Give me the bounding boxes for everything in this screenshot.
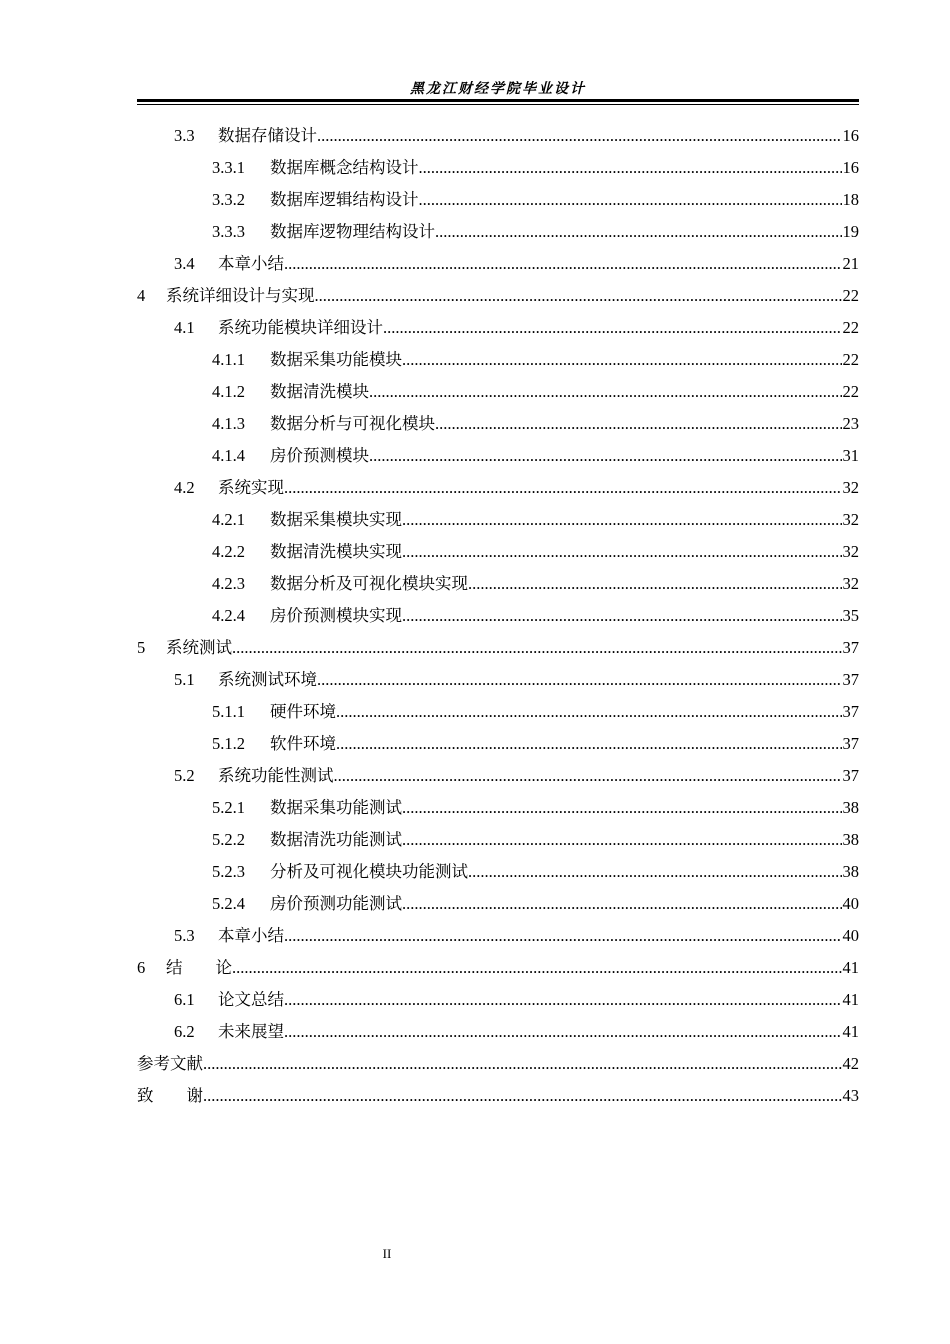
- toc-entry-title: 房价预测模块实现: [270, 606, 402, 625]
- toc-dot-leader: [468, 568, 842, 600]
- toc-entry-number: 3.3.2: [212, 190, 245, 209]
- toc-entry-number: 5.2: [174, 766, 195, 785]
- header-rule-thin: [137, 104, 859, 105]
- toc-entry-page-number: 22: [842, 382, 859, 401]
- toc-dot-leader: [419, 152, 842, 184]
- toc-entry[interactable]: [137, 1048, 859, 1080]
- toc-entry-page-number: 41: [842, 990, 859, 1009]
- table-of-contents: [137, 120, 859, 1112]
- toc-dot-leader: [402, 344, 842, 376]
- toc-dot-leader: [317, 664, 842, 696]
- toc-dot-leader: [284, 984, 842, 1016]
- toc-entry-title: 分析及可视化模块功能测试: [270, 862, 468, 881]
- toc-entry-page-number: 19: [842, 222, 859, 241]
- toc-entry-page-number: 31: [842, 446, 859, 465]
- toc-entry-page-number: 40: [842, 926, 859, 945]
- toc-entry-page-number: 37: [842, 734, 859, 753]
- toc-dot-leader: [336, 728, 842, 760]
- toc-entry[interactable]: [137, 1016, 859, 1048]
- toc-entry[interactable]: [137, 664, 859, 696]
- toc-entry-page-number: 32: [842, 510, 859, 529]
- toc-entry-title: 数据清洗模块实现: [270, 542, 402, 561]
- toc-dot-leader: [402, 536, 842, 568]
- toc-entry-title: 房价预测功能测试: [270, 894, 402, 913]
- toc-dot-leader: [383, 312, 842, 344]
- page-header-title: 黑龙江财经学院毕业设计: [410, 81, 586, 97]
- toc-dot-leader: [203, 1048, 842, 1080]
- toc-dot-leader: [402, 792, 842, 824]
- toc-entry-title: 未来展望: [218, 1022, 284, 1041]
- toc-entry-number: 4.1.4: [212, 446, 245, 465]
- toc-dot-leader: [402, 600, 842, 632]
- toc-entry-title: 数据清洗功能测试: [270, 830, 402, 849]
- toc-entry-title: 系统实现: [218, 478, 284, 497]
- toc-entry-title: 系统测试环境: [218, 670, 317, 689]
- toc-entry-page-number: 21: [842, 254, 859, 273]
- header-rule-thick: [137, 99, 859, 102]
- toc-entry-page-number: 40: [842, 894, 859, 913]
- toc-dot-leader: [232, 632, 842, 664]
- toc-entry[interactable]: [137, 632, 859, 664]
- toc-entry[interactable]: [137, 440, 859, 472]
- toc-entry[interactable]: [137, 376, 859, 408]
- toc-dot-leader: [284, 1016, 842, 1048]
- toc-entry-number: 5.1.1: [212, 702, 245, 721]
- toc-entry[interactable]: [137, 184, 859, 216]
- toc-entry-number: 4.2.1: [212, 510, 245, 529]
- toc-dot-leader: [284, 920, 842, 952]
- toc-dot-leader: [402, 888, 842, 920]
- toc-entry-page-number: 37: [842, 670, 859, 689]
- toc-entry-page-number: 37: [842, 638, 859, 657]
- toc-entry-number: 5.2.1: [212, 798, 245, 817]
- toc-entry-page-number: 22: [842, 286, 859, 305]
- toc-entry-number: 5: [137, 638, 146, 657]
- toc-entry[interactable]: [137, 760, 859, 792]
- toc-entry-number: 4.1.1: [212, 350, 245, 369]
- toc-dot-leader: [402, 504, 842, 536]
- toc-dot-leader: [203, 1080, 842, 1112]
- toc-entry-title: 数据采集功能模块: [270, 350, 402, 369]
- toc-entry-page-number: 22: [842, 318, 859, 337]
- toc-entry-title: 论文总结: [218, 990, 284, 1009]
- toc-entry-title: 数据分析与可视化模块: [270, 414, 435, 433]
- toc-entry-page-number: 16: [842, 158, 859, 177]
- toc-entry[interactable]: [137, 984, 859, 1016]
- toc-dot-leader: [369, 440, 842, 472]
- toc-entry-number: 4.2.4: [212, 606, 245, 625]
- toc-entry-page-number: 16: [842, 126, 859, 145]
- toc-entry[interactable]: [137, 568, 859, 600]
- toc-dot-leader: [369, 376, 842, 408]
- toc-entry-page-number: 32: [842, 542, 859, 561]
- toc-entry-title: 数据库逻辑结构设计: [270, 190, 419, 209]
- toc-entry-number: 6: [137, 958, 146, 977]
- toc-entry[interactable]: [137, 824, 859, 856]
- footer-page-number: II: [382, 1246, 392, 1261]
- toc-dot-leader: [284, 472, 842, 504]
- toc-entry-title: 结 论: [166, 958, 232, 977]
- toc-entry-number: 6.1: [174, 990, 195, 1009]
- toc-entry[interactable]: [137, 952, 859, 984]
- toc-entry[interactable]: [137, 504, 859, 536]
- toc-entry[interactable]: [137, 152, 859, 184]
- toc-entry[interactable]: [137, 344, 859, 376]
- toc-entry[interactable]: [137, 312, 859, 344]
- toc-entry-title: 系统详细设计与实现: [166, 286, 315, 305]
- toc-entry-number: 5.1.2: [212, 734, 245, 753]
- toc-dot-leader: [315, 280, 842, 312]
- toc-dot-leader: [419, 184, 842, 216]
- toc-entry-page-number: 35: [842, 606, 859, 625]
- toc-entry-number: 4.1.3: [212, 414, 245, 433]
- toc-entry[interactable]: [137, 280, 859, 312]
- toc-entry-number: 4: [137, 286, 146, 305]
- toc-entry-page-number: 22: [842, 350, 859, 369]
- toc-entry-page-number: 38: [842, 798, 859, 817]
- toc-entry-page-number: 37: [842, 766, 859, 785]
- toc-entry-title: 系统功能模块详细设计: [218, 318, 383, 337]
- toc-entry[interactable]: [137, 408, 859, 440]
- toc-entry[interactable]: [137, 1080, 859, 1112]
- toc-entry-title: 数据库概念结构设计: [270, 158, 419, 177]
- toc-entry-number: 5.3: [174, 926, 195, 945]
- toc-entry[interactable]: [137, 728, 859, 760]
- toc-entry-title: 参考文献: [137, 1054, 203, 1073]
- toc-entry-title: 致 谢: [137, 1086, 203, 1105]
- toc-entry-title: 数据采集模块实现: [270, 510, 402, 529]
- toc-entry[interactable]: [137, 888, 859, 920]
- toc-entry-title: 数据采集功能测试: [270, 798, 402, 817]
- toc-dot-leader: [317, 120, 842, 152]
- toc-entry-title: 数据库逻物理结构设计: [270, 222, 435, 241]
- toc-entry-title: 硬件环境: [270, 702, 336, 721]
- toc-entry-number: 4.2.3: [212, 574, 245, 593]
- toc-entry-page-number: 23: [842, 414, 859, 433]
- toc-entry-page-number: 18: [842, 190, 859, 209]
- toc-entry-page-number: 41: [842, 958, 859, 977]
- toc-dot-leader: [284, 248, 842, 280]
- toc-entry[interactable]: [137, 792, 859, 824]
- toc-entry-number: 5.2.3: [212, 862, 245, 881]
- toc-entry-title: 系统测试: [166, 638, 232, 657]
- toc-entry-page-number: 38: [842, 862, 859, 881]
- toc-dot-leader: [232, 952, 842, 984]
- toc-entry[interactable]: [137, 472, 859, 504]
- toc-entry[interactable]: [137, 536, 859, 568]
- toc-entry-number: 6.2: [174, 1022, 195, 1041]
- toc-entry-title: 系统功能性测试: [218, 766, 334, 785]
- toc-entry-page-number: 42: [842, 1054, 859, 1073]
- toc-entry-number: 4.1: [174, 318, 195, 337]
- toc-entry-title: 本章小结: [218, 254, 284, 273]
- toc-dot-leader: [435, 408, 842, 440]
- toc-entry[interactable]: [137, 920, 859, 952]
- toc-dot-leader: [334, 760, 842, 792]
- toc-entry-title: 数据存储设计: [218, 126, 317, 145]
- toc-entry-page-number: 38: [842, 830, 859, 849]
- toc-entry-page-number: 32: [842, 574, 859, 593]
- toc-dot-leader: [468, 856, 842, 888]
- toc-entry-page-number: 43: [842, 1086, 859, 1105]
- toc-entry[interactable]: [137, 696, 859, 728]
- toc-entry[interactable]: [137, 600, 859, 632]
- toc-dot-leader: [336, 696, 842, 728]
- toc-entry-number: 3.3.1: [212, 158, 245, 177]
- toc-entry-number: 5.1: [174, 670, 195, 689]
- toc-entry-title: 数据清洗模块: [270, 382, 369, 401]
- toc-entry-number: 4.1.2: [212, 382, 245, 401]
- toc-entry-page-number: 41: [842, 1022, 859, 1041]
- toc-entry-page-number: 37: [842, 702, 859, 721]
- toc-entry-title: 软件环境: [270, 734, 336, 753]
- toc-entry[interactable]: [137, 856, 859, 888]
- toc-entry-number: 3.3: [174, 126, 195, 145]
- toc-dot-leader: [402, 824, 842, 856]
- toc-entry-title: 房价预测模块: [270, 446, 369, 465]
- toc-entry-number: 3.3.3: [212, 222, 245, 241]
- toc-entry[interactable]: [137, 216, 859, 248]
- toc-entry-number: 4.2: [174, 478, 195, 497]
- toc-entry-title: 数据分析及可视化模块实现: [270, 574, 468, 593]
- toc-entry[interactable]: [137, 248, 859, 280]
- toc-entry-number: 3.4: [174, 254, 195, 273]
- toc-entry-number: 5.2.2: [212, 830, 245, 849]
- toc-entry-title: 本章小结: [218, 926, 284, 945]
- toc-entry-number: 5.2.4: [212, 894, 245, 913]
- toc-dot-leader: [435, 216, 842, 248]
- toc-entry-number: 4.2.2: [212, 542, 245, 561]
- toc-entry[interactable]: [137, 120, 859, 152]
- toc-entry-page-number: 32: [842, 478, 859, 497]
